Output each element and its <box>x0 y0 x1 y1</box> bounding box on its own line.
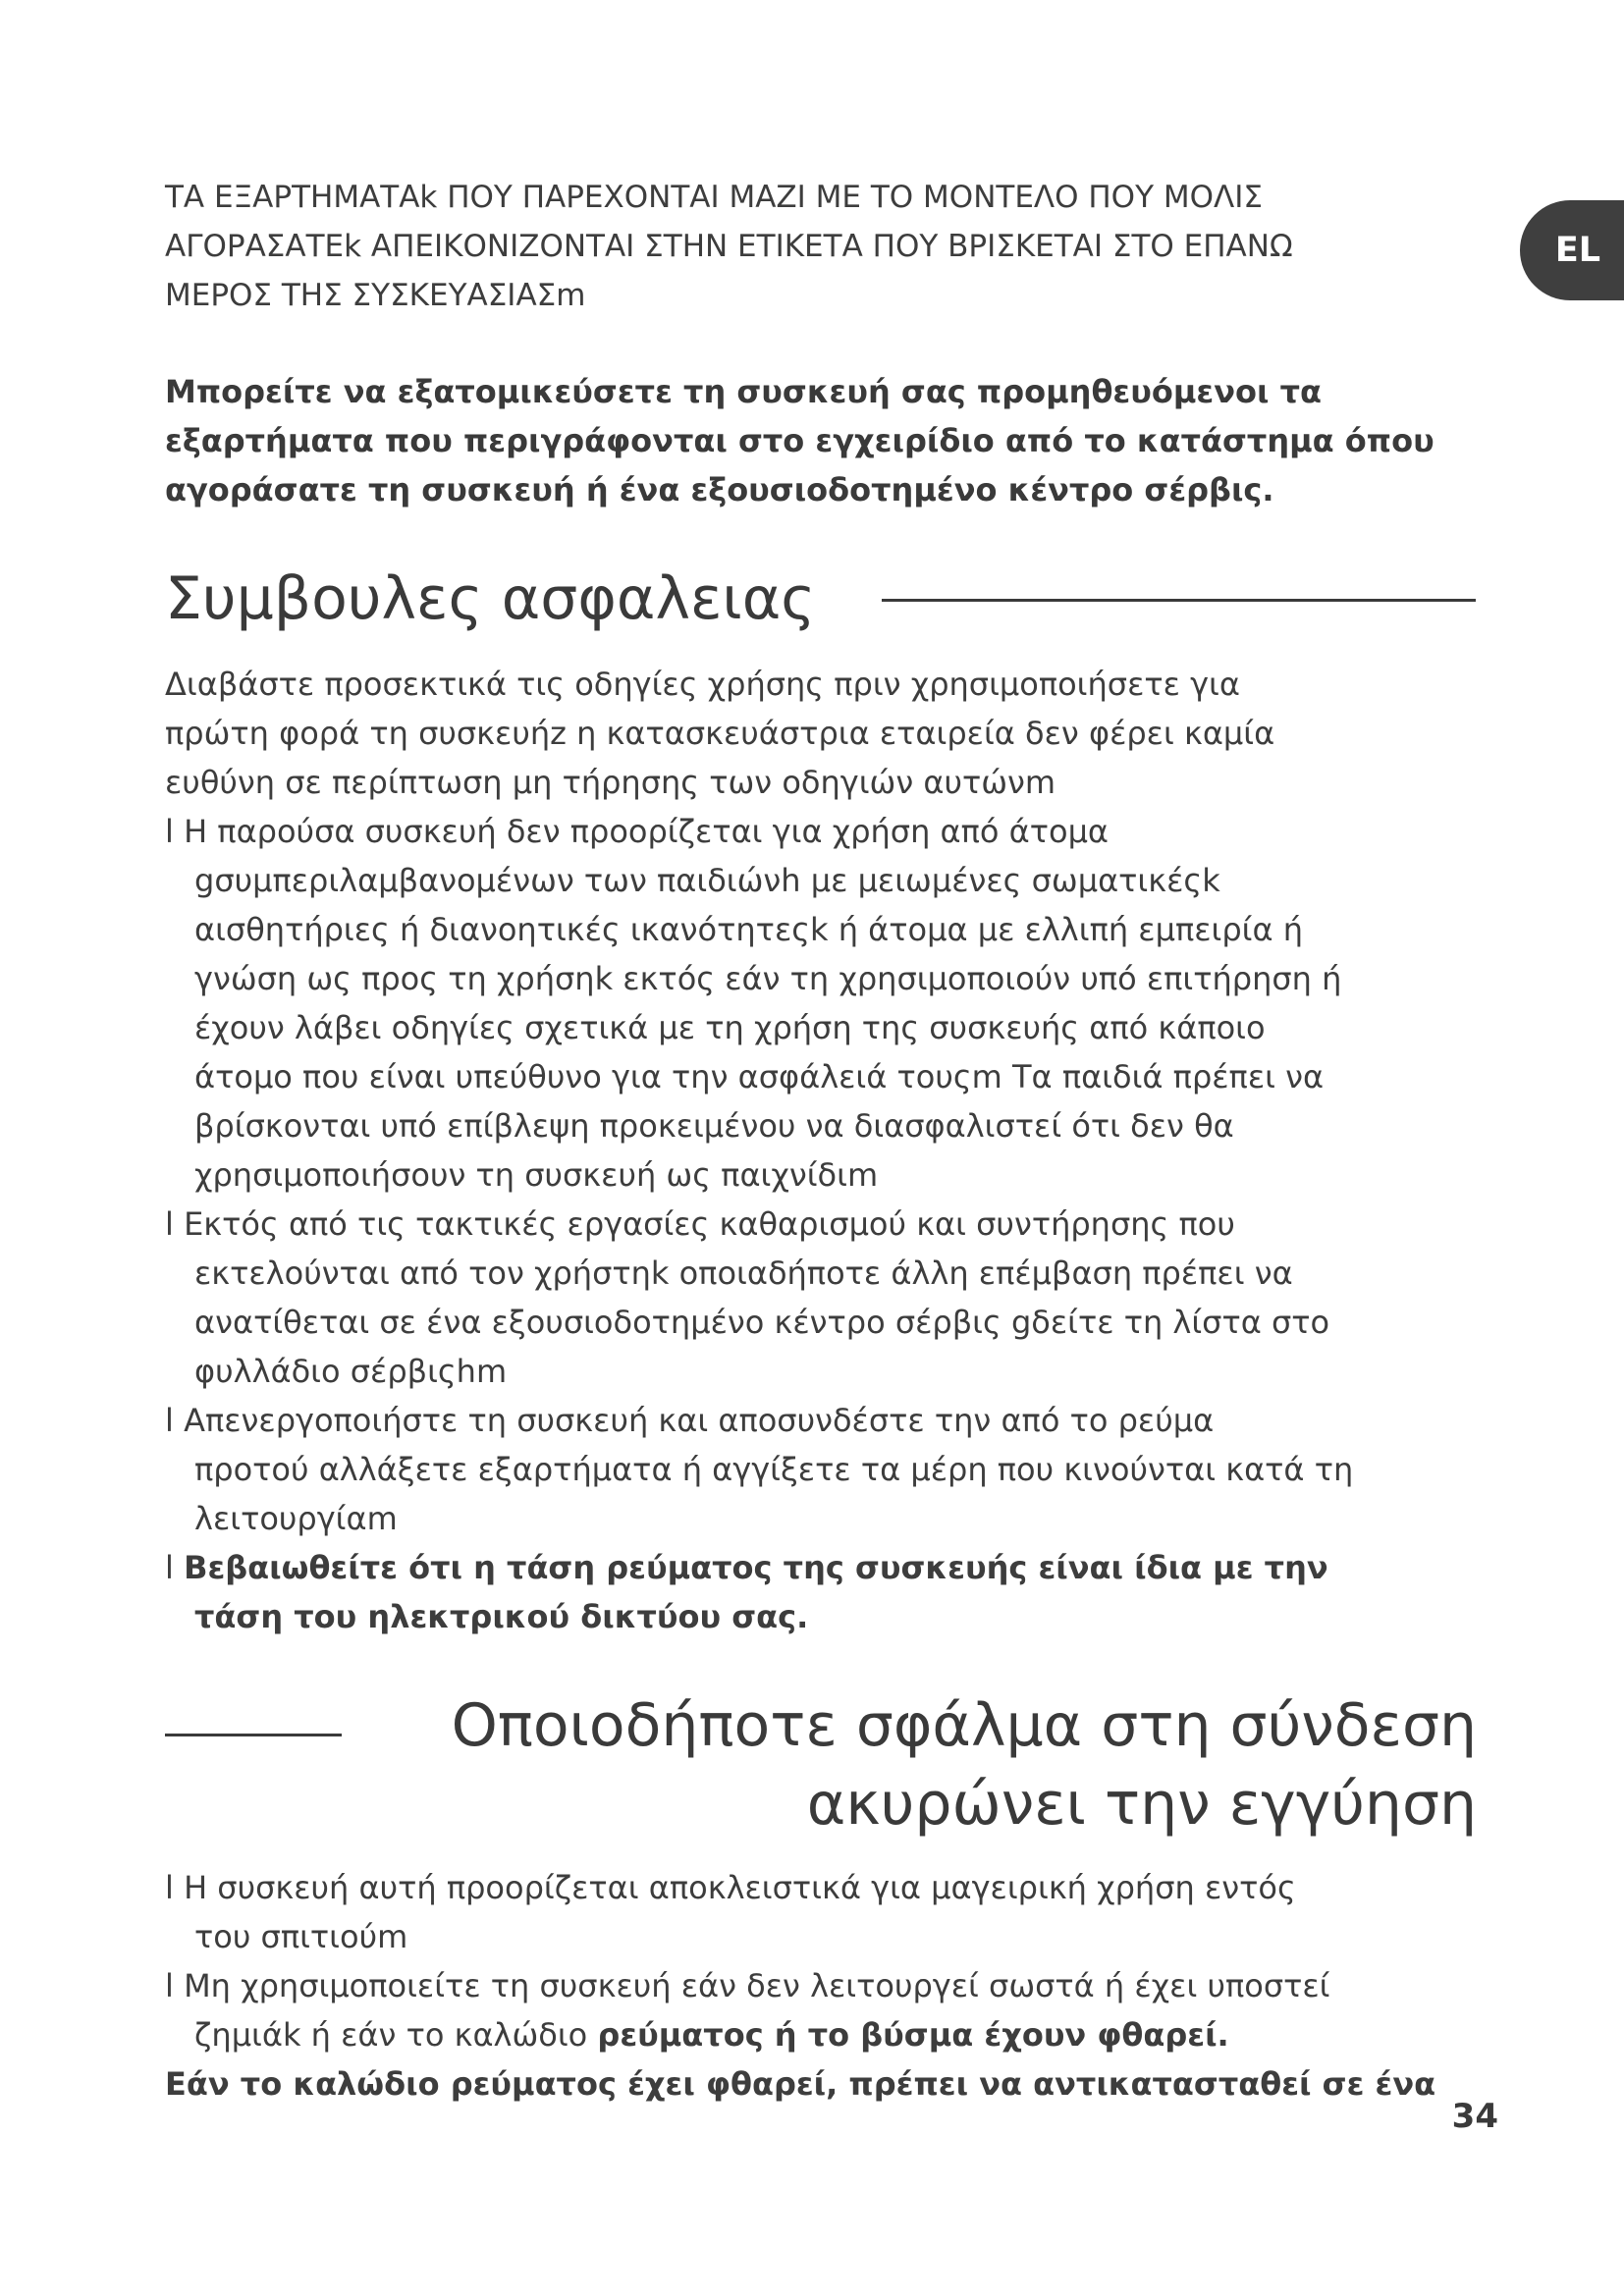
text-line: πρώτη φορά τη συσκευήz η κατασκευάστρια εταιρεία δεν φέρει καμία <box>165 715 1275 752</box>
text-line: αγοράσατε τη συσκευή ή ένα εξουσιοδοτημένο κέντρο σέρβις. <box>165 471 1274 508</box>
text-span-bold: ρεύματος ή το βύσμα έχουν φθαρεί. <box>597 2016 1229 2054</box>
text-line: εξαρτήματα που περιγράφονται στο εγχειρίδιο από το κατάστημα όπου <box>165 422 1435 459</box>
safety-section <box>165 660 1540 1641</box>
text-line: χρησιμοποιήσουν τη συσκευή ως παιχνίδιm <box>194 1156 879 1194</box>
bullet-line: l Εκτός από τις τακτικές εργασίες καθαρισμού και συντήρησης που <box>165 1205 1235 1243</box>
text-line: gσυμπεριλαμβανομένων των παιδιώνh με μειωμένες σωματικέςk <box>194 862 1220 899</box>
warranty-heading <box>348 1686 1477 1843</box>
text-line: προτού αλλάξετε εξαρτήματα ή αγγίξετε τα μέρη που κινούνται κατά τη <box>194 1451 1354 1488</box>
text-line: λειτουργίαm <box>194 1500 398 1537</box>
text-line: του σπιτιούm <box>194 1918 408 1955</box>
accessories-notice-caps <box>165 173 1441 320</box>
text-line <box>165 2010 1540 2059</box>
language-tab: EL <box>1520 200 1624 300</box>
text-line: φυλλάδιο σέρβιςhm <box>194 1353 508 1390</box>
text-line: γνώση ως προς τη χρήσηk εκτός εάν τη χρησιμοποιούν υπό επιτήρηση ή <box>194 960 1342 997</box>
bullet-marker: l <box>165 1549 185 1586</box>
safety-heading: Συμβουλες ασφαλειας <box>165 564 816 633</box>
text-line: ΜΕΡΟΣ ΤΗΣ ΣΥΣΚΕΥΑΣΙΑΣm <box>165 278 586 313</box>
bullet-line <box>165 1543 1540 1592</box>
closing-warning: Εάν το καλώδιο ρεύματος έχει φθαρεί, πρέπει να αντικατασταθεί σε ένα <box>165 2065 1436 2103</box>
text-line: ανατίθεται σε ένα εξουσιοδοτημένο κέντρο σέρβις gδείτε τη λίστα στο <box>194 1304 1330 1341</box>
bullet-line: l Η συσκευή αυτή προορίζεται αποκλειστικά για μαγειρική χρήση εντός <box>165 1869 1296 1906</box>
page-number: 34 <box>1451 2097 1498 2136</box>
text-line: αισθητήριες ή διανοητικές ικανότητεςk ή άτομα με ελλιπή εμπειρία ή <box>194 911 1304 948</box>
bullet-line: l Η παρούσα συσκευή δεν προορίζεται για χρήση από άτομα <box>165 813 1110 850</box>
bullet-line: l Μη χρησιμοποιείτε τη συσκευή εάν δεν λειτουργεί σωστά ή έχει υποστεί <box>165 1967 1330 2004</box>
heading-rule <box>882 599 1476 602</box>
text-line: Διαβάστε προσεκτικά τις οδηγίες χρήσης πριν χρησιμοποιήσετε για <box>165 666 1240 703</box>
bullet-line: l Απενεργοποιήστε τη συσκευή και αποσυνδέστε την από το ρεύμα <box>165 1402 1215 1439</box>
accessories-notice-bold <box>165 367 1520 514</box>
text-line: ΑΓΟΡΑΣΑΤΕk ΑΠΕΙΚΟΝΙΖΟΝΤΑΙ ΣΤΗΝ ΕΤΙΚΕΤΑ ΠΟΥ ΒΡΙΣΚΕΤΑΙ ΣΤΟ ΕΠΑΝΩ <box>165 229 1293 264</box>
heading-rule <box>165 1734 342 1736</box>
text-line: έχουν λάβει οδηγίες σχετικά με τη χρήση της συσκευής από κάποιο <box>194 1009 1266 1046</box>
text-line: ευθύνη σε περίπτωση μη τήρησης των οδηγιών αυτώνm <box>165 764 1056 801</box>
heading-line: ακυρώνει την εγγύηση <box>806 1770 1477 1839</box>
text-line: εκτελούνται από τον χρήστηk οποιαδήποτε άλλη επέμβαση πρέπει να <box>194 1255 1293 1292</box>
text-line: ΤΑ ΕΞΑΡΤΗΜΑΤΑk ΠΟΥ ΠΑΡΕΧΟΝΤΑΙ ΜΑΖΙ ΜΕ ΤΟ ΜΟΝΤΕΛΟ ΠΟΥ ΜΟΛΙΣ <box>165 180 1263 215</box>
text-line: Μπορείτε να εξατομικεύσετε τη συσκευή σας προμηθευόμενοι τα <box>165 373 1322 410</box>
text-span: ζημιάk ή εάν το καλώδιο <box>194 2016 598 2054</box>
text-line: τάση του ηλεκτρικού δικτύου σας. <box>194 1598 809 1635</box>
heading-line: Οποιοδήποτε σφάλμα στη σύνδεση <box>451 1691 1477 1760</box>
warranty-section <box>165 1863 1540 2109</box>
voltage-warning: Βεβαιωθείτε ότι η τάση ρεύματος της συσκευής είναι ίδια με την <box>184 1549 1328 1586</box>
text-line: άτομο που είναι υπεύθυνο για την ασφάλειά τουςm Τα παιδιά πρέπει να <box>194 1058 1325 1095</box>
text-line: βρίσκονται υπό επίβλεψη προκειμένου να διασφαλιστεί ότι δεν θα <box>194 1107 1234 1145</box>
